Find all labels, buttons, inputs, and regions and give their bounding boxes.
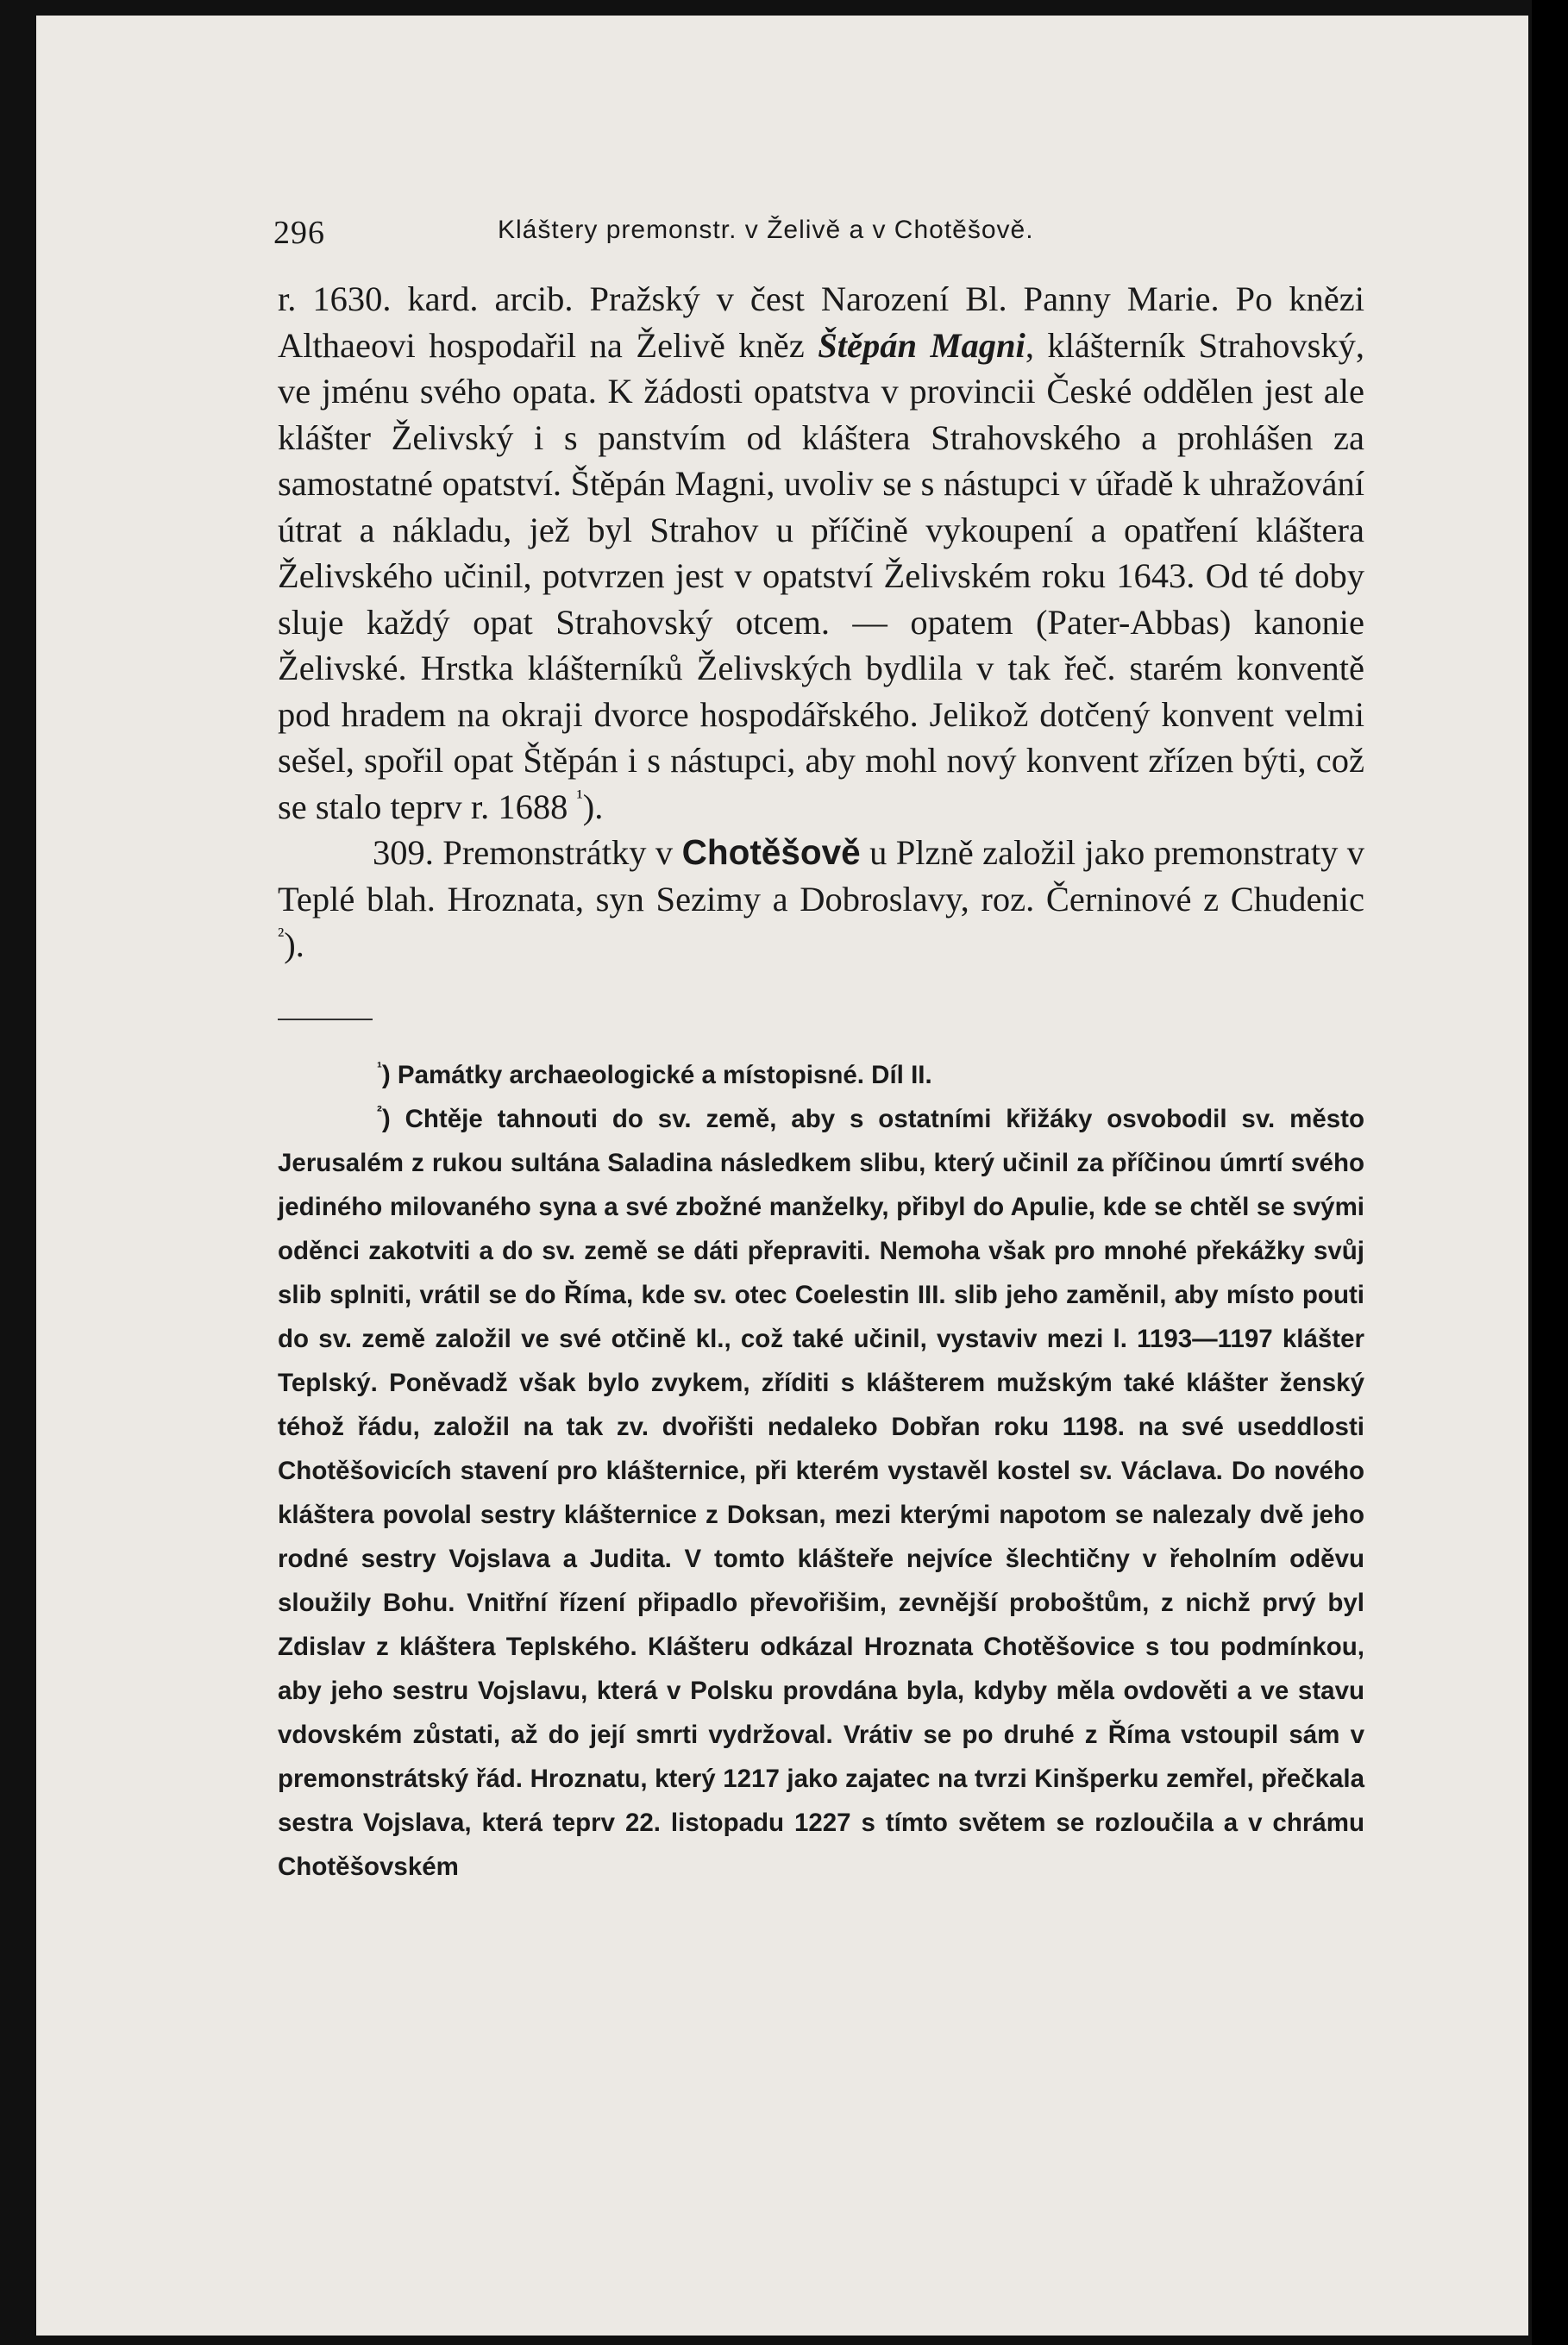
page-content	[273, 207, 1364, 1889]
text-run: ).	[582, 787, 604, 826]
footnote-marker: ¹	[377, 1058, 382, 1076]
footnote-divider	[278, 1019, 373, 1020]
scan-edge	[1532, 0, 1568, 2345]
text-run: ) Památky archaeologické a místopisné. Díl II.	[381, 1060, 932, 1089]
footnote-marker: ²	[278, 924, 285, 947]
footnote-marker: ²	[377, 1102, 382, 1120]
running-head	[273, 207, 1364, 259]
paragraph	[278, 276, 1364, 830]
text-run: ).	[284, 925, 304, 964]
body-text	[278, 276, 1364, 969]
page-number: 296	[273, 215, 325, 251]
text-run: , klášterník Strahovský, ve jménu svého opata. K žádosti opatstva v provincii České oddělen jest ale klášter Želivský i s panstvím od kláštera Strahovského a prohlášen za samostatné opatství. Štěpán Magni, uvoliv se s nástupci v úřadě k uhražování útrat a nákladu, jež byl Strahov u příčině vykoupení a opatření kláštera Želivského učinil, potvrzen jest v opatství Želivském roku 1643. Od té doby sluje každý opat Strahovský otcem. — opatem (Pater-Abbas) kanonie Želivské. Hrstka klášterníků Želivských bydlila v tak řeč. starém konventě pod hradem na okraji dvorce hospodářského. Jelikož dotčený konvent velmi sešel, spořil opat Štěpán i s nástupci, aby mohl nový konvent zřízen býti, což se stalo teprv r. 1688	[278, 325, 1364, 826]
scanned-page	[36, 16, 1528, 2336]
footnotes	[278, 1053, 1364, 1889]
text-run: ) Chtěje tahnouti do sv. země, aby s ostatními křižáky osvobodil sv. město Jerusalém z rukou sultána Saladina následkem slibu, který učinil za příčinou úmrtí svého jediného milovaného syna a své zbožné manželky, přibyl do Apulie, kde se chtěl se svými oděnci zakotviti a do sv. země se dáti přepraviti. Nemoha však pro mnohé překážky svůj slib splniti, vrátil se do Říma, kde sv. otec Coelestin III. slib jeho zaměnil, aby místo pouti do sv. země založil ve své otčině kl., což také učinil, vystaviv mezi l. 1193—1197 klášter Teplský. Poněvadž však bylo zvykem, zříditi s klášterem mužským také klášter ženský téhož řádu, založil na tak zv. dvořišti nedaleko Dobřan roku 1198. na své useddlosti Chotěšovicích stavení pro klášternice, při kterém vystavěl kostel sv. Václava. Do nového kláštera povolal sestry klášternice z Doksan, mezi kterými napotom se nalezaly dvě jeho rodné sestry Vojslava a Judita. V tomto klášteře nejvíce šlechtičny v řeholním oděvu sloužily Bohu. Vnitřní řízení připadlo převořišim, zevnější proboštům, z nichž prvý byl Zdislav z kláštera Teplského. Klášteru odkázal Hroznata Chotěšovice s tou podmínkou, aby jeho sestru Vojslavu, která v Polsku provdána byla, kdyby měla ovdověti a ve stavu vdovském zůstati, až do její smrti vydržoval. Vrátiv se po druhé z Říma vstoupil sám v premonstrátský řád. Hroznatu, který 1217 jako zajatec na tvrzi Kinšperku zemřel, přečkala sestra Vojslava, která teprv 22. listopadu 1227 s tímto světem se rozloučila a v chrámu Chotěšovském	[278, 1104, 1364, 1881]
text-run: r. 1630. kard. arcib. Pražský v čest Narození Bl. Panny Marie. Po knězi Althaeovi hospodařil na Želivě kněz	[278, 279, 1364, 365]
running-head-title: Kláštery premonstr. v Želivě a v Chotěšově.	[498, 216, 1034, 244]
text-run: u Plzně založil jako premonstraty v Teplé blah. Hroznata, syn Sezimy a Dobroslavy, roz. Černinové z Chudenic	[278, 833, 1364, 919]
footnote	[278, 1053, 1364, 1097]
place-name: Chotěšově	[681, 832, 861, 872]
footnote-marker: ¹	[576, 785, 583, 809]
paragraph	[278, 830, 1364, 969]
emphasized-name: Štěpán Magni	[818, 325, 1025, 365]
text-run: 309. Premonstrátky v	[373, 833, 682, 872]
footnote	[278, 1097, 1364, 1889]
